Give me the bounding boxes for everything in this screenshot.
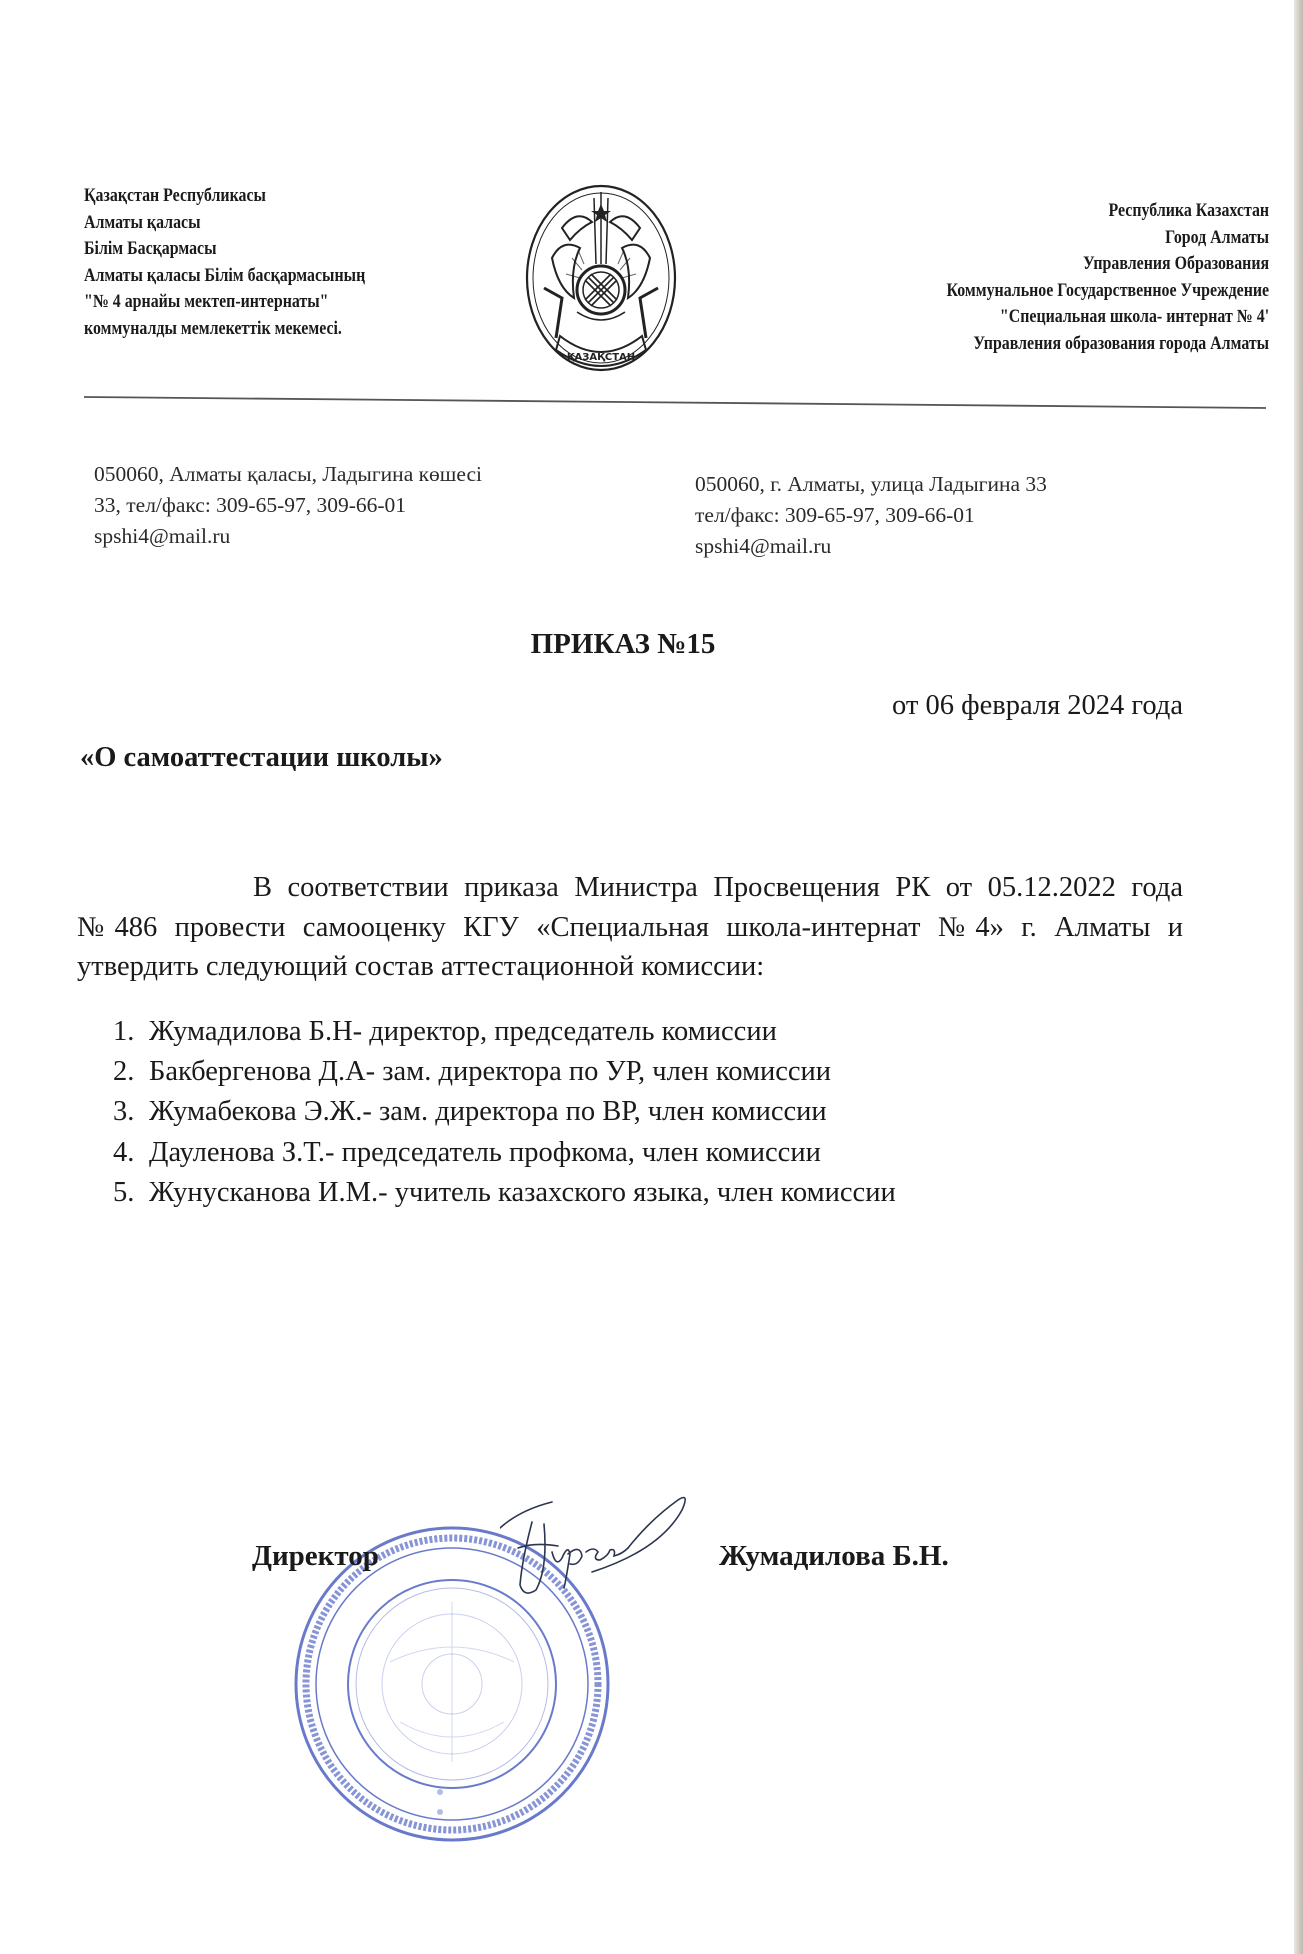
order-title: ПРИКАЗ №15 [530, 628, 716, 660]
address-line: 33, тел/факс: 309-65-97, 309-66-01 [94, 493, 407, 517]
list-item-text: Бакбергенова Д.А- зам. директора по УР, член комиссии [149, 1056, 832, 1088]
order-subject: «О самоаттестации школы» [80, 742, 443, 773]
header-right-line: Управления Образования [1082, 254, 1269, 274]
address-right [695, 469, 1047, 562]
order-date: от 06 февраля 2024 года [892, 690, 1183, 721]
list-item-text: Жумадилова Б.Н- директор, председатель комиссии [149, 1016, 777, 1047]
commission-members-list [113, 1012, 896, 1213]
emblem-banner-text: ҚАЗАҚСТАН [566, 352, 636, 363]
header-right-line: Управления образования города Алматы [973, 333, 1269, 354]
handwritten-signature-icon [500, 1480, 720, 1620]
header-left-kazakh [84, 183, 365, 342]
header-right-russian [946, 198, 1269, 357]
list-item-number: 4. [113, 1136, 135, 1168]
list-item-number: 3. [113, 1096, 135, 1128]
list-item [113, 1173, 896, 1213]
address-line: тел/факс: 309-65-97, 309-66-01 [695, 503, 975, 527]
list-item-number: 1. [113, 1016, 135, 1047]
header-right-line: "Специальная школа- интернат № 4' [999, 307, 1269, 327]
address-line: 050060, Алматы қаласы, Ладыгина көшесі [94, 462, 482, 486]
header-left-line: Қазақстан Республикасы [84, 186, 266, 206]
list-item [113, 1012, 896, 1052]
header-right-line: Город Алматы [1165, 227, 1269, 248]
header-left-line: коммуналды мемлекеттік мекемесі. [84, 318, 342, 339]
list-item [113, 1052, 896, 1092]
email-link: spshi4@mail.ru [695, 534, 832, 558]
list-item [113, 1092, 896, 1132]
address-line: 050060, г. Алматы, улица Ладыгина 33 [695, 472, 1047, 496]
email-link: spshi4@mail.ru [94, 524, 231, 548]
list-item-text: Жумабекова Э.Ж.- зам. директора по ВР, член комиссии [149, 1096, 827, 1128]
header-left-line: Білім Басқармасы [84, 239, 217, 259]
signatory-role: Директор [252, 1540, 379, 1572]
header-left-line: Алматы қаласы [84, 212, 201, 233]
order-paragraph: В соответствии приказа Министра Просвещения РК от 05.12.2022 года №486 провести самооценку КГУ «Специальная школа-интернат №4» г. Алматы и утвердить следующий состав аттестационной комиссии: [77, 872, 1183, 982]
address-left [94, 459, 482, 552]
header-left-line: Алматы қаласы Білім басқармасының [84, 265, 366, 286]
header-right-line: Республика Казахстан [1108, 201, 1269, 221]
list-item-text: Жунусканова И.М.- учитель казахского языка, член комиссии [149, 1176, 896, 1208]
list-item-number: 5. [113, 1176, 135, 1208]
page-edge [1294, 0, 1303, 1954]
header-left-line: "№ 4 арнайы мектеп-интернаты" [84, 292, 329, 312]
list-item-text: Дауленова З.Т.- председатель профкома, член комиссии [149, 1136, 821, 1168]
header-right-line: Коммунальное Государственное Учреждение [946, 280, 1269, 301]
list-item [113, 1133, 896, 1173]
list-item-number: 2. [113, 1056, 135, 1088]
signatory-name: Жумадилова Б.Н. [719, 1540, 949, 1572]
kazakhstan-coat-of-arms-icon [522, 178, 680, 378]
